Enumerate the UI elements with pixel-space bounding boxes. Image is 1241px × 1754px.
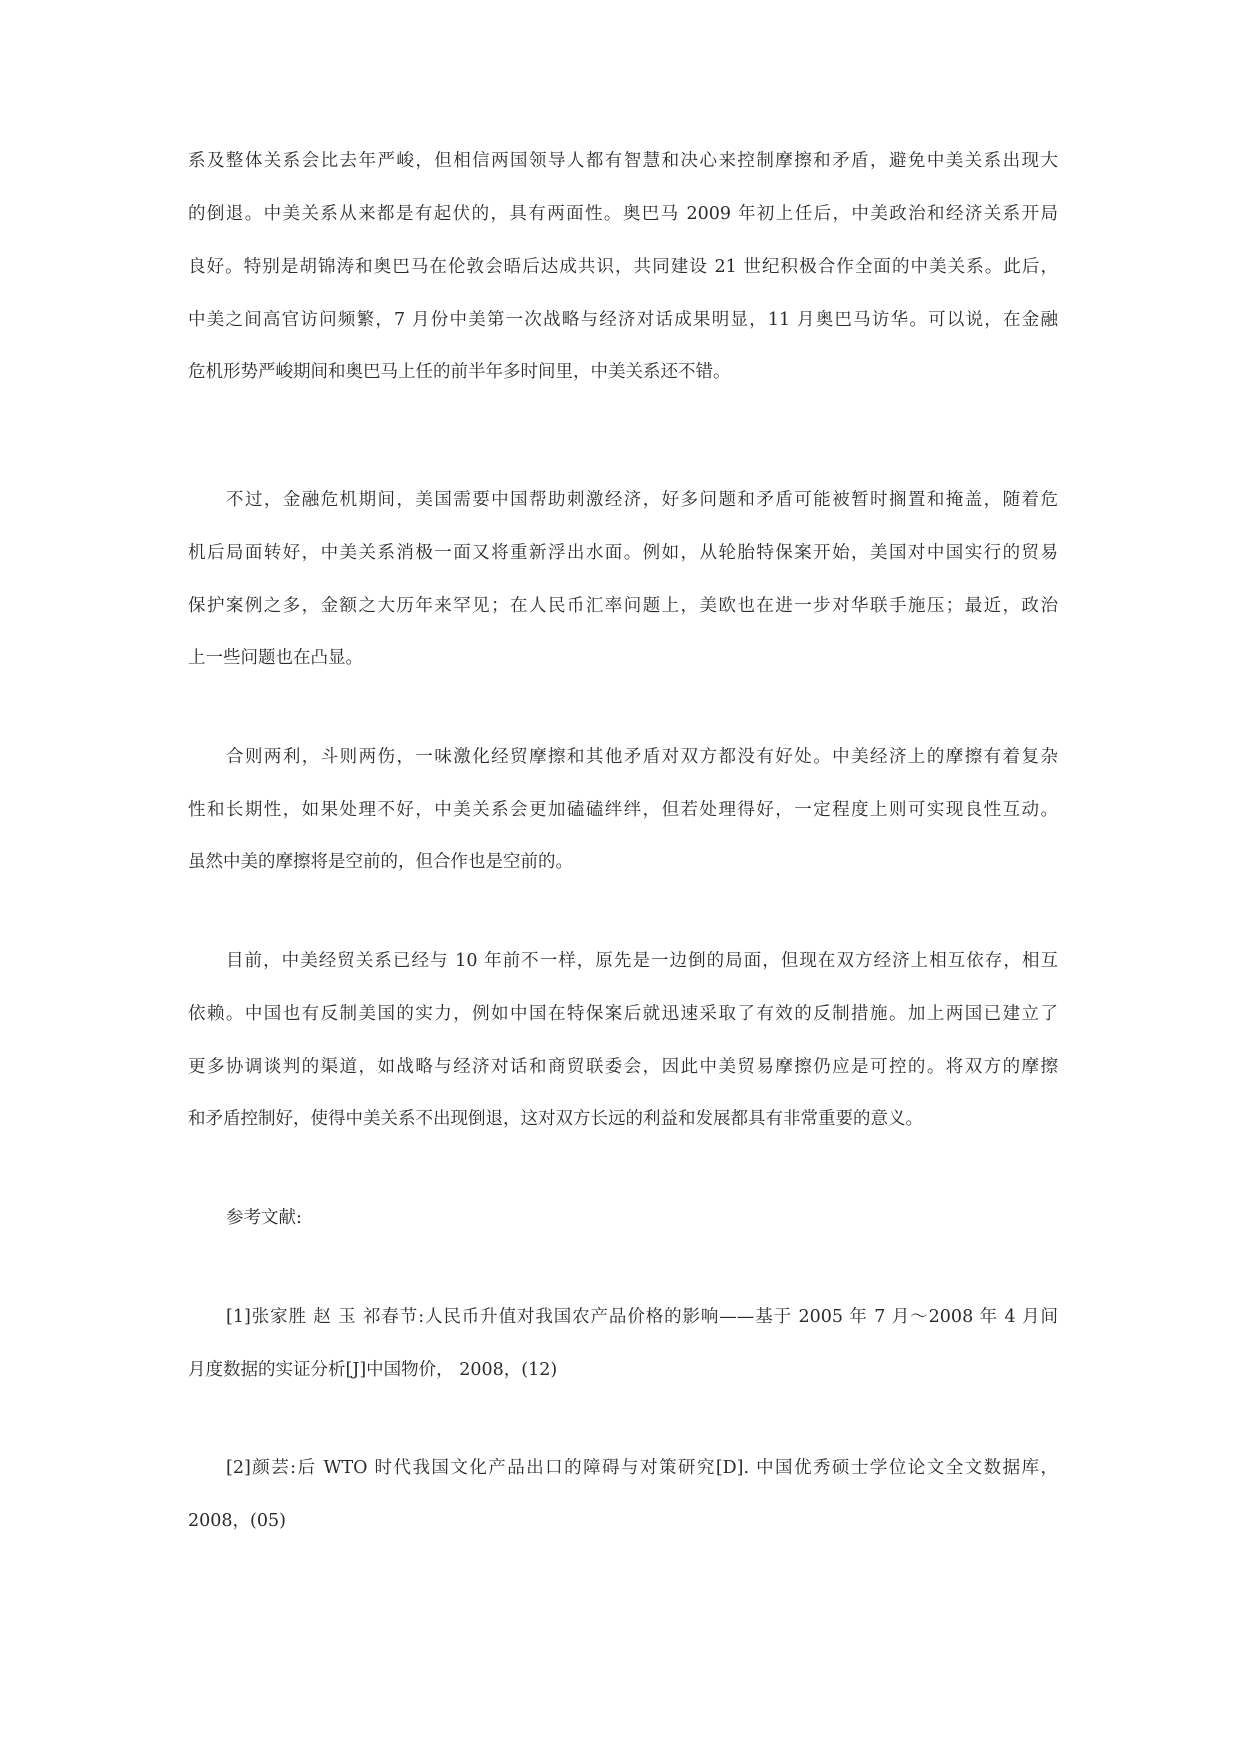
paragraph-line: 保护案例之多，金额之大历年来罕见；在人民币汇率问题上，美欧也在进一步对华联手施压；最近，政治 (188, 596, 1058, 616)
paragraph-line: 更多协调谈判的渠道，如战略与经济对话和商贸联委会，因此中美贸易摩擦仍应是可控的。将双方的摩擦 (188, 1057, 1058, 1077)
paragraph-line: 合则两利，斗则两伤，一味激化经贸摩擦和其他矛盾对双方都没有好处。中美经济上的摩擦有着复杂 (226, 747, 1058, 767)
paragraph-line: 良好。特别是胡锦涛和奥巴马在伦敦会晤后达成共识，共同建设 21 世纪积极合作全面的中美关系。此后， (188, 257, 1058, 277)
paragraph-line: 性和长期性，如果处理不好，中美关系会更加磕磕绊绊，但若处理得好，一定程度上则可实现良性互动。 (188, 800, 1058, 820)
paragraph-line: 不过，金融危机期间，美国需要中国帮助刺激经济，好多问题和矛盾可能被暂时搁置和掩盖，随着危 (226, 490, 1058, 510)
paragraph-line: 依赖。中国也有反制美国的实力，例如中国在特保案后就迅速采取了有效的反制措施。加上两国已建立了 (188, 1004, 1058, 1024)
references-heading: 参考文献: (226, 1208, 302, 1228)
reference-line: 月度数据的实证分析[J]中国物价， 2008，(12) (188, 1360, 558, 1380)
paragraph-line: 危机形势严峻期间和奥巴马上任的前半年多时间里，中美关系还不错。 (188, 362, 731, 382)
paragraph-line: 中美之间高官访问频繁，7 月份中美第一次战略与经济对话成果明显，11 月奥巴马访华。可以说，在金融 (188, 310, 1058, 330)
reference-line: [2]颜芸:后 WTO 时代我国文化产品出口的障碍与对策研究[D]. 中国优秀硕士学位论文全文数据库， (226, 1458, 1058, 1478)
paragraph-line: 系及整体关系会比去年严峻，但相信两国领导人都有智慧和决心来控制摩擦和矛盾，避免中美关系出现大 (188, 151, 1058, 171)
paragraph-line: 和矛盾控制好，使得中美关系不出现倒退，这对双方长远的利益和发展都具有非常重要的意义。 (188, 1109, 923, 1129)
paragraph-line: 的倒退。中美关系从来都是有起伏的，具有两面性。奥巴马 2009 年初上任后，中美政治和经济关系开局 (188, 204, 1058, 224)
paragraph-line: 上一些问题也在凸显。 (188, 648, 363, 668)
reference-line: [1]张家胜 赵 玉 祁春节:人民币升值对我国农产品价格的影响——基于 2005 年 7 月～2008 年 4 月间 (226, 1307, 1058, 1327)
reference-line: 2008，(05) (188, 1511, 286, 1531)
paragraph-line: 机后局面转好，中美关系消极一面又将重新浮出水面。例如，从轮胎特保案开始，美国对中国实行的贸易 (188, 543, 1058, 563)
paragraph-line: 虽然中美的摩擦将是空前的，但合作也是空前的。 (188, 852, 573, 872)
paragraph-line: 目前，中美经贸关系已经与 10 年前不一样，原先是一边倒的局面，但现在双方经济上相互依存，相互 (226, 951, 1058, 971)
